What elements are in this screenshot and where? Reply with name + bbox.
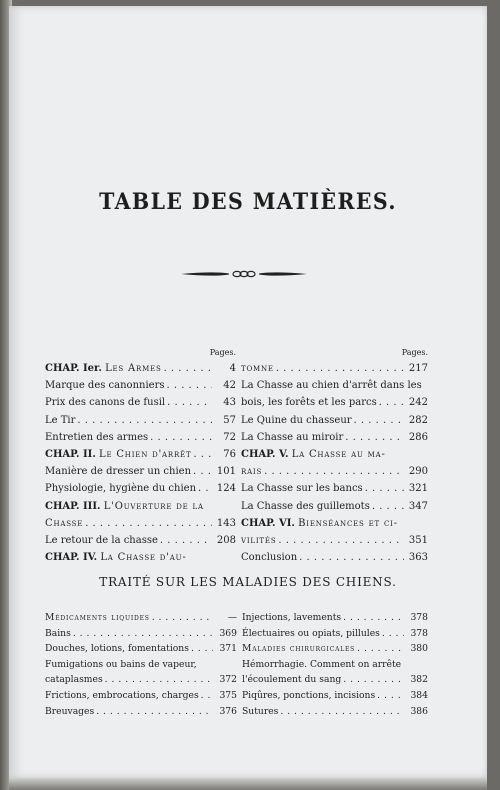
toc-entry	[45, 672, 237, 688]
page-number: 290	[408, 466, 428, 478]
dot-leader	[357, 641, 404, 657]
entry-label	[45, 360, 162, 377]
dot-leader	[379, 394, 404, 411]
toc-right-column	[241, 346, 428, 566]
dot-leader	[193, 446, 212, 463]
dot-leader	[77, 412, 212, 429]
dot-leader	[166, 377, 212, 394]
entry-text: vilités	[241, 534, 277, 546]
toc-entry	[45, 446, 236, 463]
page-number: 282	[408, 414, 428, 426]
entry-label	[242, 641, 355, 657]
dot-leader	[201, 688, 213, 704]
toc-entry	[45, 429, 236, 446]
toc-entry	[45, 480, 236, 497]
entry-text: Chasse	[45, 517, 84, 529]
entry-label	[45, 688, 199, 704]
toc-entry	[241, 515, 428, 532]
entry-text: Prix des canons de fusil	[45, 397, 166, 409]
dot-leader	[164, 360, 212, 377]
dot-leader	[299, 549, 404, 566]
toc-entry	[241, 498, 428, 515]
toc-entry	[241, 360, 428, 377]
entry-label	[45, 377, 164, 394]
toc-entry	[45, 463, 236, 480]
dot-leader	[167, 394, 212, 411]
dot-leader	[105, 672, 213, 688]
entry-text: Bains	[45, 627, 71, 639]
toc-left-column	[45, 346, 236, 566]
entry-label	[242, 704, 278, 720]
page-number: 376	[219, 705, 237, 717]
toc-entry	[241, 446, 428, 463]
chapter-number: CHAP. Ier.	[45, 363, 102, 374]
entry-label	[45, 704, 94, 720]
toc-entry	[241, 377, 428, 394]
entry-label	[241, 515, 428, 532]
dot-leader	[343, 672, 404, 688]
dot-leader	[85, 515, 212, 532]
toc-entry	[241, 394, 428, 411]
entry-label	[242, 657, 428, 673]
page-number: 208	[216, 534, 236, 546]
chapter-number: CHAP. III.	[45, 500, 101, 512]
toc-entry	[242, 672, 428, 688]
page-number: 4	[229, 363, 236, 374]
toc-entry	[45, 515, 236, 532]
entry-label	[241, 429, 343, 446]
page-number: 372	[219, 674, 237, 686]
dot-leader	[382, 626, 404, 642]
chapter-title: L'Ouverture de la	[103, 500, 204, 512]
entry-text: Douches, lotions, fomentations	[45, 643, 189, 655]
chapter-title: Le Chien d'arrêt	[99, 448, 192, 460]
entry-label	[242, 688, 375, 704]
page-number: 57	[223, 414, 236, 426]
ornament-divider	[179, 269, 309, 279]
dot-leader	[96, 704, 213, 720]
chapter-number: CHAP. V.	[241, 448, 289, 460]
entry-text: Le Tir	[45, 414, 76, 426]
dot-leader	[280, 704, 404, 720]
entry-text: Sutures	[242, 705, 279, 717]
toc-entry	[45, 688, 237, 704]
chapter-number: CHAP. VI.	[241, 517, 295, 529]
page-number: 143	[216, 517, 236, 529]
page-number: —	[227, 612, 237, 623]
entry-label	[242, 672, 341, 688]
toc-entry	[241, 549, 428, 566]
entry-text: La Chasse au miroir	[241, 431, 344, 443]
dot-leader	[150, 429, 212, 446]
toc-entry	[241, 429, 428, 446]
entry-text: Électuaires ou opiats, pillules	[242, 627, 380, 639]
entry-label	[45, 463, 191, 480]
toc-entry	[242, 688, 428, 704]
entry-text: Piqûres, ponctions, incisions	[242, 689, 376, 701]
entry-label	[241, 480, 363, 497]
entry-text: tomne	[241, 363, 274, 374]
page-number: 43	[223, 397, 236, 409]
toc-entry	[45, 360, 236, 377]
page-number: 72	[223, 431, 236, 443]
toc-entry	[45, 498, 236, 515]
maladies-left-column	[45, 610, 237, 719]
toc-entry	[45, 377, 236, 394]
page-number: 375	[219, 689, 237, 701]
entry-text: Frictions, embrocations, charges	[45, 689, 199, 701]
entry-text: Hémorrhagie. Comment on arrête	[242, 658, 402, 670]
toc-entry	[242, 626, 428, 642]
entry-label	[45, 446, 191, 463]
entry-text: Le retour de la chasse	[45, 534, 158, 546]
page-number: 369	[219, 627, 237, 639]
entry-label	[241, 360, 274, 377]
entry-text: rais	[241, 466, 263, 478]
toc-entry	[45, 549, 236, 566]
toc-entry	[241, 463, 428, 480]
page-number: 378	[410, 627, 428, 639]
toc-entry	[242, 641, 428, 657]
dot-leader	[152, 610, 213, 626]
page-number: 321	[408, 483, 428, 495]
entry-label	[45, 532, 158, 549]
entry-label	[45, 412, 75, 429]
chapter-title: La Chasse d'au-	[100, 552, 187, 564]
page-number: 242	[408, 397, 428, 409]
dot-leader	[193, 463, 212, 480]
entry-label	[242, 626, 380, 642]
chapter-title: Bienséances et ci-	[298, 517, 398, 529]
chapter-title: La Chasse au ma-	[291, 448, 386, 460]
entry-text: Fumigations ou bains de vapeur,	[45, 658, 197, 670]
entry-text: La Chasse au chien d'arrêt dans les	[241, 380, 422, 392]
entry-label	[242, 610, 341, 626]
page-bottom-edge	[9, 778, 487, 790]
dot-leader	[377, 688, 404, 704]
entry-label	[45, 515, 83, 532]
entry-text: Maladies chirurgicales	[242, 643, 356, 655]
entry-text: bois, les forêts et les parcs	[241, 397, 377, 409]
dot-leader	[365, 480, 404, 497]
entry-label	[241, 463, 262, 480]
dot-leader	[264, 463, 404, 480]
entry-label	[45, 549, 236, 566]
entry-label	[45, 657, 237, 673]
toc-entry	[45, 657, 237, 673]
page-number: 217	[408, 363, 428, 374]
dot-leader	[345, 429, 404, 446]
page-number: 347	[408, 500, 428, 512]
toc-entry	[242, 610, 428, 626]
entry-label	[45, 641, 189, 657]
entry-text: Physiologie, hygiène du chien	[45, 483, 197, 495]
page-number: 386	[410, 705, 428, 717]
toc-entry	[242, 704, 428, 720]
toc-entry	[45, 412, 236, 429]
page-number: 384	[410, 689, 428, 701]
page-number: 101	[216, 466, 236, 478]
toc-entry	[45, 532, 236, 549]
toc-entry	[241, 532, 428, 549]
entry-text: Manière de dresser un chien	[45, 466, 192, 478]
toc-entry	[45, 641, 237, 657]
entry-text: Médicaments liquides	[45, 612, 150, 623]
dot-leader	[276, 360, 404, 377]
entry-text: Injections, lavements	[242, 612, 342, 623]
entry-text: cataplasmes	[45, 674, 103, 686]
dot-leader	[191, 641, 213, 657]
dot-leader	[198, 480, 212, 497]
dot-leader	[73, 626, 213, 642]
entry-label	[45, 672, 103, 688]
page-number: 382	[410, 674, 428, 686]
entry-label	[45, 429, 148, 446]
entry-text: La Chasse sur les bancs	[241, 483, 363, 495]
chapter-title: Les Armes	[105, 363, 162, 374]
entry-text: Breuvages	[45, 705, 95, 717]
entry-label	[241, 532, 276, 549]
dot-leader	[354, 412, 404, 429]
entry-label	[241, 394, 377, 411]
entry-label	[45, 626, 71, 642]
entry-text: La Chasse des guillemots	[241, 500, 370, 512]
entry-text: Le Quine du chasseur	[241, 414, 352, 426]
page-number: 380	[410, 643, 428, 655]
toc-entry	[242, 657, 428, 673]
page-number: 363	[408, 552, 428, 564]
chapter-number: CHAP. IV.	[45, 552, 98, 564]
toc-entry	[241, 412, 428, 429]
section-subtitle: TRAITÉ SUR LES MALADIES DES CHIENS.	[99, 575, 397, 589]
entry-text: Conclusion	[241, 552, 298, 564]
toc-entry	[241, 480, 428, 497]
book-page	[9, 6, 487, 778]
toc-entry	[45, 394, 236, 411]
page-number: 42	[223, 380, 236, 392]
entry-label	[241, 377, 428, 394]
page-number: 76	[223, 448, 236, 460]
dot-leader	[372, 498, 404, 515]
pages-heading: Pages.	[401, 348, 428, 357]
toc-entry	[45, 610, 237, 626]
entry-label	[45, 610, 150, 626]
entry-label	[241, 446, 428, 463]
chapter-number: CHAP. II.	[45, 448, 96, 460]
entry-label	[45, 394, 165, 411]
entry-text: Entretien des armes	[45, 431, 149, 443]
page-number: 351	[408, 534, 428, 546]
dot-leader	[160, 532, 212, 549]
entry-text: Marque des canonniers	[45, 380, 165, 392]
page-number: 371	[219, 643, 237, 655]
entry-label	[241, 412, 352, 429]
entry-label	[45, 480, 196, 497]
entry-label	[45, 498, 236, 515]
dot-leader	[278, 532, 404, 549]
page-number: 124	[216, 483, 236, 495]
entry-label	[241, 498, 370, 515]
page-number: 378	[410, 612, 428, 623]
maladies-right-column	[242, 610, 428, 719]
toc-entry	[45, 704, 237, 720]
entry-text: l'écoulement du sang	[242, 674, 342, 686]
toc-entry	[45, 626, 237, 642]
pages-heading: Pages.	[209, 348, 236, 357]
page-title: TABLE DES MATIÈRES.	[99, 189, 397, 215]
entry-label	[241, 549, 297, 566]
page-number: 286	[408, 431, 428, 443]
dot-leader	[343, 610, 404, 626]
